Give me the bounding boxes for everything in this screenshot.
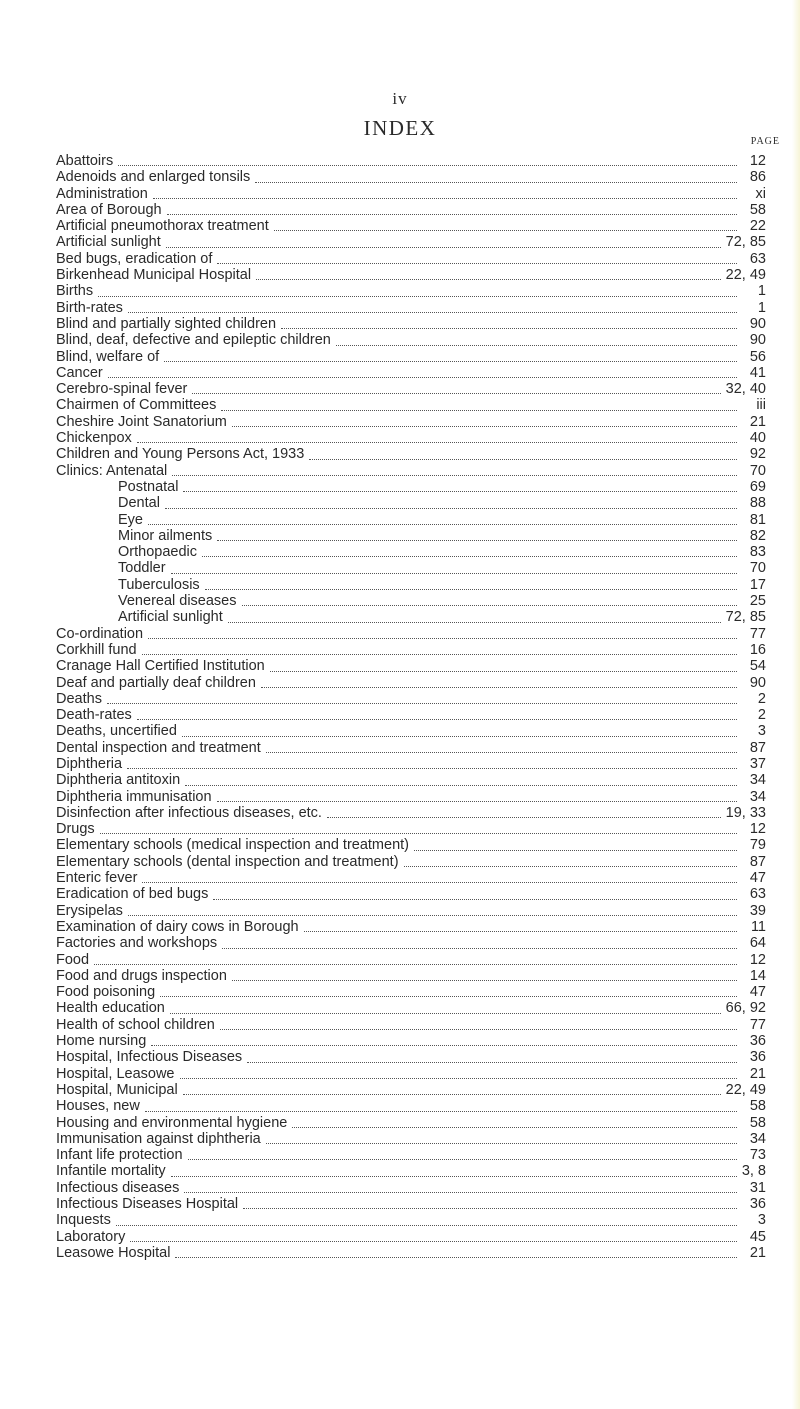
dot-leader [153, 197, 737, 199]
entry-term: Toddler [118, 560, 166, 577]
entry-pages: 63 [749, 886, 766, 903]
entry-pages: 22, 49 [725, 1081, 766, 1098]
entry-pages: 81 [749, 511, 766, 528]
index-entry [56, 675, 766, 691]
entry-pages: 87 [749, 853, 766, 870]
entry-term: Dental [118, 495, 160, 512]
index-entry [56, 218, 766, 234]
index-entry [56, 723, 766, 739]
entry-pages: 79 [749, 837, 766, 854]
index-entry [56, 1066, 766, 1082]
index-entry [56, 316, 766, 332]
index-entry [56, 756, 766, 772]
entry-pages: 45 [749, 1228, 766, 1245]
entry-term: Bed bugs, eradication of [56, 250, 213, 267]
index-entry [56, 821, 766, 837]
entry-term: Corkhill fund [56, 641, 137, 658]
entry-pages: 16 [749, 641, 766, 658]
index-entry [56, 642, 766, 658]
index-entry [56, 446, 766, 462]
index-entry [56, 919, 766, 935]
entry-pages: 2 [757, 707, 766, 724]
index-entry [56, 1131, 766, 1147]
dot-leader [182, 735, 737, 737]
entry-term: Chickenpox [56, 430, 132, 447]
index-entry [56, 186, 766, 202]
entry-pages: 92 [749, 446, 766, 463]
dot-leader [266, 751, 737, 753]
dot-leader [336, 344, 737, 346]
entry-term: Laboratory [56, 1228, 126, 1245]
entry-term: Administration [56, 185, 148, 202]
entry-term: Clinics: Antenatal [56, 462, 168, 479]
index-entry [56, 984, 766, 1000]
entry-term: Infantile mortality [56, 1163, 166, 1180]
dot-leader [108, 376, 737, 378]
index-entry [56, 1017, 766, 1033]
dot-leader [160, 995, 737, 997]
index-entry [56, 1196, 766, 1212]
page-number: iv [392, 89, 408, 108]
index-subentry [56, 544, 766, 560]
entry-term: Co-ordination [56, 625, 144, 642]
entry-pages: 36 [749, 1033, 766, 1050]
dot-leader [100, 832, 737, 834]
index-entry [56, 1082, 766, 1098]
dot-leader [164, 360, 737, 362]
entry-term: Deaths [56, 690, 102, 707]
index-entry [56, 1163, 766, 1179]
entry-term: Health education [56, 1000, 165, 1017]
index-entry [56, 740, 766, 756]
index-entry [56, 1245, 766, 1261]
index-subentry [56, 593, 766, 609]
entry-term: Hospital, Infectious Diseases [56, 1049, 243, 1066]
index-entry [56, 805, 766, 821]
dot-leader [217, 262, 737, 264]
entry-pages: 22 [749, 218, 766, 235]
entry-term: Blind and partially sighted children [56, 315, 277, 332]
dot-leader [142, 653, 737, 655]
index-entry [56, 202, 766, 218]
entry-pages: xi [755, 185, 766, 202]
entry-pages: 58 [749, 1098, 766, 1115]
dot-leader [281, 327, 737, 329]
entry-pages: 86 [749, 169, 766, 186]
entry-pages: 22, 49 [725, 267, 766, 284]
entry-pages: 72, 85 [725, 234, 766, 251]
index-entry [56, 837, 766, 853]
entry-pages: 64 [749, 935, 766, 952]
dot-leader [192, 392, 720, 394]
entry-pages: 12 [749, 821, 766, 838]
entry-term: Postnatal [118, 478, 179, 495]
index-entry [56, 1229, 766, 1245]
index-entries [56, 153, 766, 1261]
entry-term: Leasowe Hospital [56, 1244, 171, 1261]
entry-pages: 34 [749, 772, 766, 789]
entry-pages: 14 [749, 967, 766, 984]
index-entry [56, 300, 766, 316]
dot-leader [242, 604, 738, 606]
dot-leader [151, 1044, 737, 1046]
entry-pages: 58 [749, 201, 766, 218]
entry-pages: 58 [749, 1114, 766, 1131]
entry-term: Artificial sunlight [56, 234, 161, 251]
entry-pages: 83 [749, 544, 766, 561]
dot-leader [255, 181, 737, 183]
dot-leader [202, 555, 737, 557]
dot-leader [404, 865, 737, 867]
entry-pages: 90 [749, 332, 766, 349]
entry-term: Eye [118, 511, 143, 528]
index-entry [56, 1147, 766, 1163]
entry-term: Health of school children [56, 1016, 215, 1033]
dot-leader [167, 213, 737, 215]
index-subentry [56, 495, 766, 511]
entry-term: Food and drugs inspection [56, 967, 227, 984]
entry-pages: 63 [749, 250, 766, 267]
entry-term: Chairmen of Committees [56, 397, 217, 414]
entry-pages: 25 [749, 593, 766, 610]
entry-pages: 11 [750, 918, 766, 935]
entry-pages: 90 [749, 315, 766, 332]
entry-pages: 12 [749, 951, 766, 968]
index-entry [56, 283, 766, 299]
entry-term: Adenoids and enlarged tonsils [56, 169, 251, 186]
dot-leader [165, 507, 737, 509]
entry-pages: 87 [749, 739, 766, 756]
dot-leader [148, 523, 737, 525]
entry-pages: 39 [749, 902, 766, 919]
dot-leader [217, 539, 737, 541]
index-entry [56, 397, 766, 413]
entry-term: Enteric fever [56, 870, 138, 887]
entry-term: Artificial sunlight [118, 609, 223, 626]
entry-term: Area of Borough [56, 201, 162, 218]
index-entry [56, 903, 766, 919]
entry-pages: 73 [749, 1147, 766, 1164]
dot-leader [184, 1191, 737, 1193]
index-entry [56, 870, 766, 886]
dot-leader [172, 474, 737, 476]
entry-pages: 36 [749, 1196, 766, 1212]
entry-term: Blind, welfare of [56, 348, 160, 365]
entry-pages: 32, 40 [725, 381, 766, 398]
entry-pages: 1 [757, 299, 766, 316]
dot-leader [128, 914, 737, 916]
page-column-label: PAGE [750, 136, 780, 147]
dot-leader [292, 1126, 737, 1128]
entry-pages: 56 [749, 348, 766, 365]
dot-leader [94, 963, 737, 965]
entry-pages: iii [756, 397, 766, 414]
dot-leader [98, 295, 737, 297]
entry-pages: 34 [749, 1130, 766, 1147]
dot-leader [188, 1158, 737, 1160]
dot-leader [221, 409, 737, 411]
index-entry [56, 1098, 766, 1114]
entry-term: Hospital, Leasowe [56, 1065, 175, 1082]
entry-term: Erysipelas [56, 902, 123, 919]
index-entry [56, 886, 766, 902]
index-entry [56, 1049, 766, 1065]
entry-pages: 19, 33 [725, 804, 766, 821]
entry-term: Births [56, 283, 94, 300]
entry-term: Children and Young Persons Act, 1933 [56, 446, 305, 463]
index-entry [56, 169, 766, 185]
entry-term: Diphtheria antitoxin [56, 772, 181, 789]
entry-pages: 31 [749, 1179, 766, 1196]
dot-leader [137, 718, 737, 720]
dot-leader [213, 898, 737, 900]
entry-term: Housing and environmental hygiene [56, 1114, 288, 1131]
entry-term: Infant life protection [56, 1147, 183, 1164]
index-subentry [56, 609, 766, 625]
dot-leader [261, 686, 737, 688]
entry-term: Examination of dairy cows in Borough [56, 918, 299, 935]
dot-leader [185, 784, 737, 786]
index-entry [56, 365, 766, 381]
page-edge-shading [792, 0, 800, 1409]
entry-term: Orthopaedic [118, 544, 197, 561]
dot-leader [137, 441, 737, 443]
index-entry [56, 968, 766, 984]
dot-leader [228, 621, 721, 623]
index-entry [56, 381, 766, 397]
dot-leader [145, 1110, 737, 1112]
index-entry [56, 789, 766, 805]
entry-pages: 1 [757, 283, 766, 300]
entry-term: Diphtheria immunisation [56, 788, 212, 805]
dot-leader [180, 1077, 738, 1079]
entry-pages: 3 [757, 723, 766, 740]
dot-leader [266, 1142, 737, 1144]
index-subentry [56, 560, 766, 576]
index-entry [56, 935, 766, 951]
index-entry [56, 349, 766, 365]
dot-leader [116, 1224, 737, 1226]
index-entry [56, 1212, 766, 1228]
entry-term: Cheshire Joint Sanatorium [56, 413, 227, 430]
index-entry [56, 430, 766, 446]
dot-leader [130, 1240, 737, 1242]
entry-pages: 2 [757, 690, 766, 707]
entry-pages: 77 [749, 625, 766, 642]
entry-term: Minor ailments [118, 527, 213, 544]
entry-pages: 82 [749, 527, 766, 544]
entry-term: Inquests [56, 1212, 111, 1229]
entry-term: Birkenhead Municipal Hospital [56, 267, 252, 284]
entry-term: Food [56, 951, 90, 968]
index-entry [56, 332, 766, 348]
entry-pages: 3, 8 [741, 1163, 766, 1180]
entry-pages: 34 [749, 788, 766, 805]
index-entry [56, 952, 766, 968]
entry-term: Hospital, Municipal [56, 1081, 178, 1098]
entry-pages: 36 [749, 1049, 766, 1066]
entry-pages: 66, 92 [725, 1000, 766, 1017]
entry-term: Abattoirs [56, 153, 114, 169]
entry-pages: 47 [749, 870, 766, 887]
dot-leader [220, 1028, 737, 1030]
dot-leader [304, 930, 737, 932]
entry-pages: 40 [749, 430, 766, 447]
entry-pages: 77 [749, 1016, 766, 1033]
entry-pages: 41 [749, 364, 766, 381]
dot-leader [175, 1256, 737, 1258]
entry-term: Immunisation against diphtheria [56, 1130, 261, 1147]
entry-term: Cerebro-spinal fever [56, 381, 188, 398]
entry-term: Deaths, uncertified [56, 723, 177, 740]
index-entry [56, 251, 766, 267]
index-entry [56, 267, 766, 283]
dot-leader [127, 767, 737, 769]
dot-leader [171, 1175, 737, 1177]
dot-leader [309, 458, 737, 460]
entry-term: Dental inspection and treatment [56, 739, 261, 756]
entry-term: Infectious diseases [56, 1179, 180, 1196]
entry-term: Drugs [56, 821, 95, 838]
entry-term: Artificial pneumothorax treatment [56, 218, 269, 235]
entry-pages: 54 [749, 658, 766, 675]
entry-pages: 21 [749, 1065, 766, 1082]
dot-leader [232, 425, 737, 427]
dot-leader [256, 278, 721, 280]
index-entry [56, 854, 766, 870]
dot-leader [183, 1093, 721, 1095]
index-entry [56, 1000, 766, 1016]
entry-term: Home nursing [56, 1033, 147, 1050]
index-entry [56, 1115, 766, 1131]
index-subentry [56, 528, 766, 544]
dot-leader [205, 588, 737, 590]
index-subentry [56, 479, 766, 495]
entry-term: Tuberculosis [118, 576, 200, 593]
entry-term: Factories and workshops [56, 935, 218, 952]
entry-term: Cancer [56, 364, 103, 381]
entry-term: Deaf and partially deaf children [56, 674, 256, 691]
entry-term: Venereal diseases [118, 593, 237, 610]
dot-leader [166, 246, 721, 248]
index-entry [56, 626, 766, 642]
entry-pages: 90 [749, 674, 766, 691]
dot-leader [171, 572, 737, 574]
dot-leader [107, 702, 737, 704]
entry-term: Infectious Diseases Hospital [56, 1196, 239, 1212]
entry-pages: 72, 85 [725, 609, 766, 626]
index-entry [56, 153, 766, 169]
entry-pages: 47 [749, 984, 766, 1001]
index-entry [56, 707, 766, 723]
entry-pages: 88 [749, 495, 766, 512]
entry-pages: 21 [749, 1244, 766, 1261]
entry-term: Diphtheria [56, 755, 123, 772]
entry-term: Eradication of bed bugs [56, 886, 209, 903]
dot-leader [170, 1012, 721, 1014]
index-entry [56, 1180, 766, 1196]
entry-term: Houses, new [56, 1098, 140, 1115]
entry-term: Elementary schools (medical inspection and treatment) [56, 837, 409, 854]
entry-term: Elementary schools (dental inspection and treatment) [56, 853, 399, 870]
index-subentry [56, 512, 766, 528]
entry-term: Disinfection after infectious diseases, etc. [56, 804, 322, 821]
index-subentry [56, 577, 766, 593]
dot-leader [183, 490, 737, 492]
dot-leader [232, 979, 737, 981]
entry-pages: 17 [749, 576, 766, 593]
dot-leader [118, 164, 737, 166]
dot-leader [217, 800, 737, 802]
dot-leader [222, 947, 737, 949]
dot-leader [243, 1207, 737, 1209]
entry-pages: 70 [749, 560, 766, 577]
index-entry [56, 691, 766, 707]
dot-leader [128, 311, 737, 313]
index-title: INDEX [363, 116, 437, 140]
index-entry [56, 1033, 766, 1049]
entry-pages: 12 [749, 153, 766, 169]
entry-pages: 69 [749, 478, 766, 495]
entry-term: Cranage Hall Certified Institution [56, 658, 265, 675]
index-entry [56, 414, 766, 430]
entry-term: Food poisoning [56, 984, 156, 1001]
entry-pages: 70 [749, 462, 766, 479]
dot-leader [247, 1061, 737, 1063]
entry-pages: 3 [757, 1212, 766, 1229]
entry-term: Birth-rates [56, 299, 123, 316]
dot-leader [327, 816, 721, 818]
dot-leader [274, 229, 737, 231]
index-entry [56, 234, 766, 250]
index-entry [56, 772, 766, 788]
dot-leader [414, 849, 737, 851]
index-entry [56, 658, 766, 674]
dot-leader [142, 881, 737, 883]
entry-pages: 37 [749, 755, 766, 772]
entry-term: Blind, deaf, defective and epileptic children [56, 332, 331, 349]
dot-leader [148, 637, 737, 639]
entry-pages: 21 [749, 413, 766, 430]
index-entry [56, 463, 766, 479]
dot-leader [270, 670, 737, 672]
entry-term: Death-rates [56, 707, 132, 724]
